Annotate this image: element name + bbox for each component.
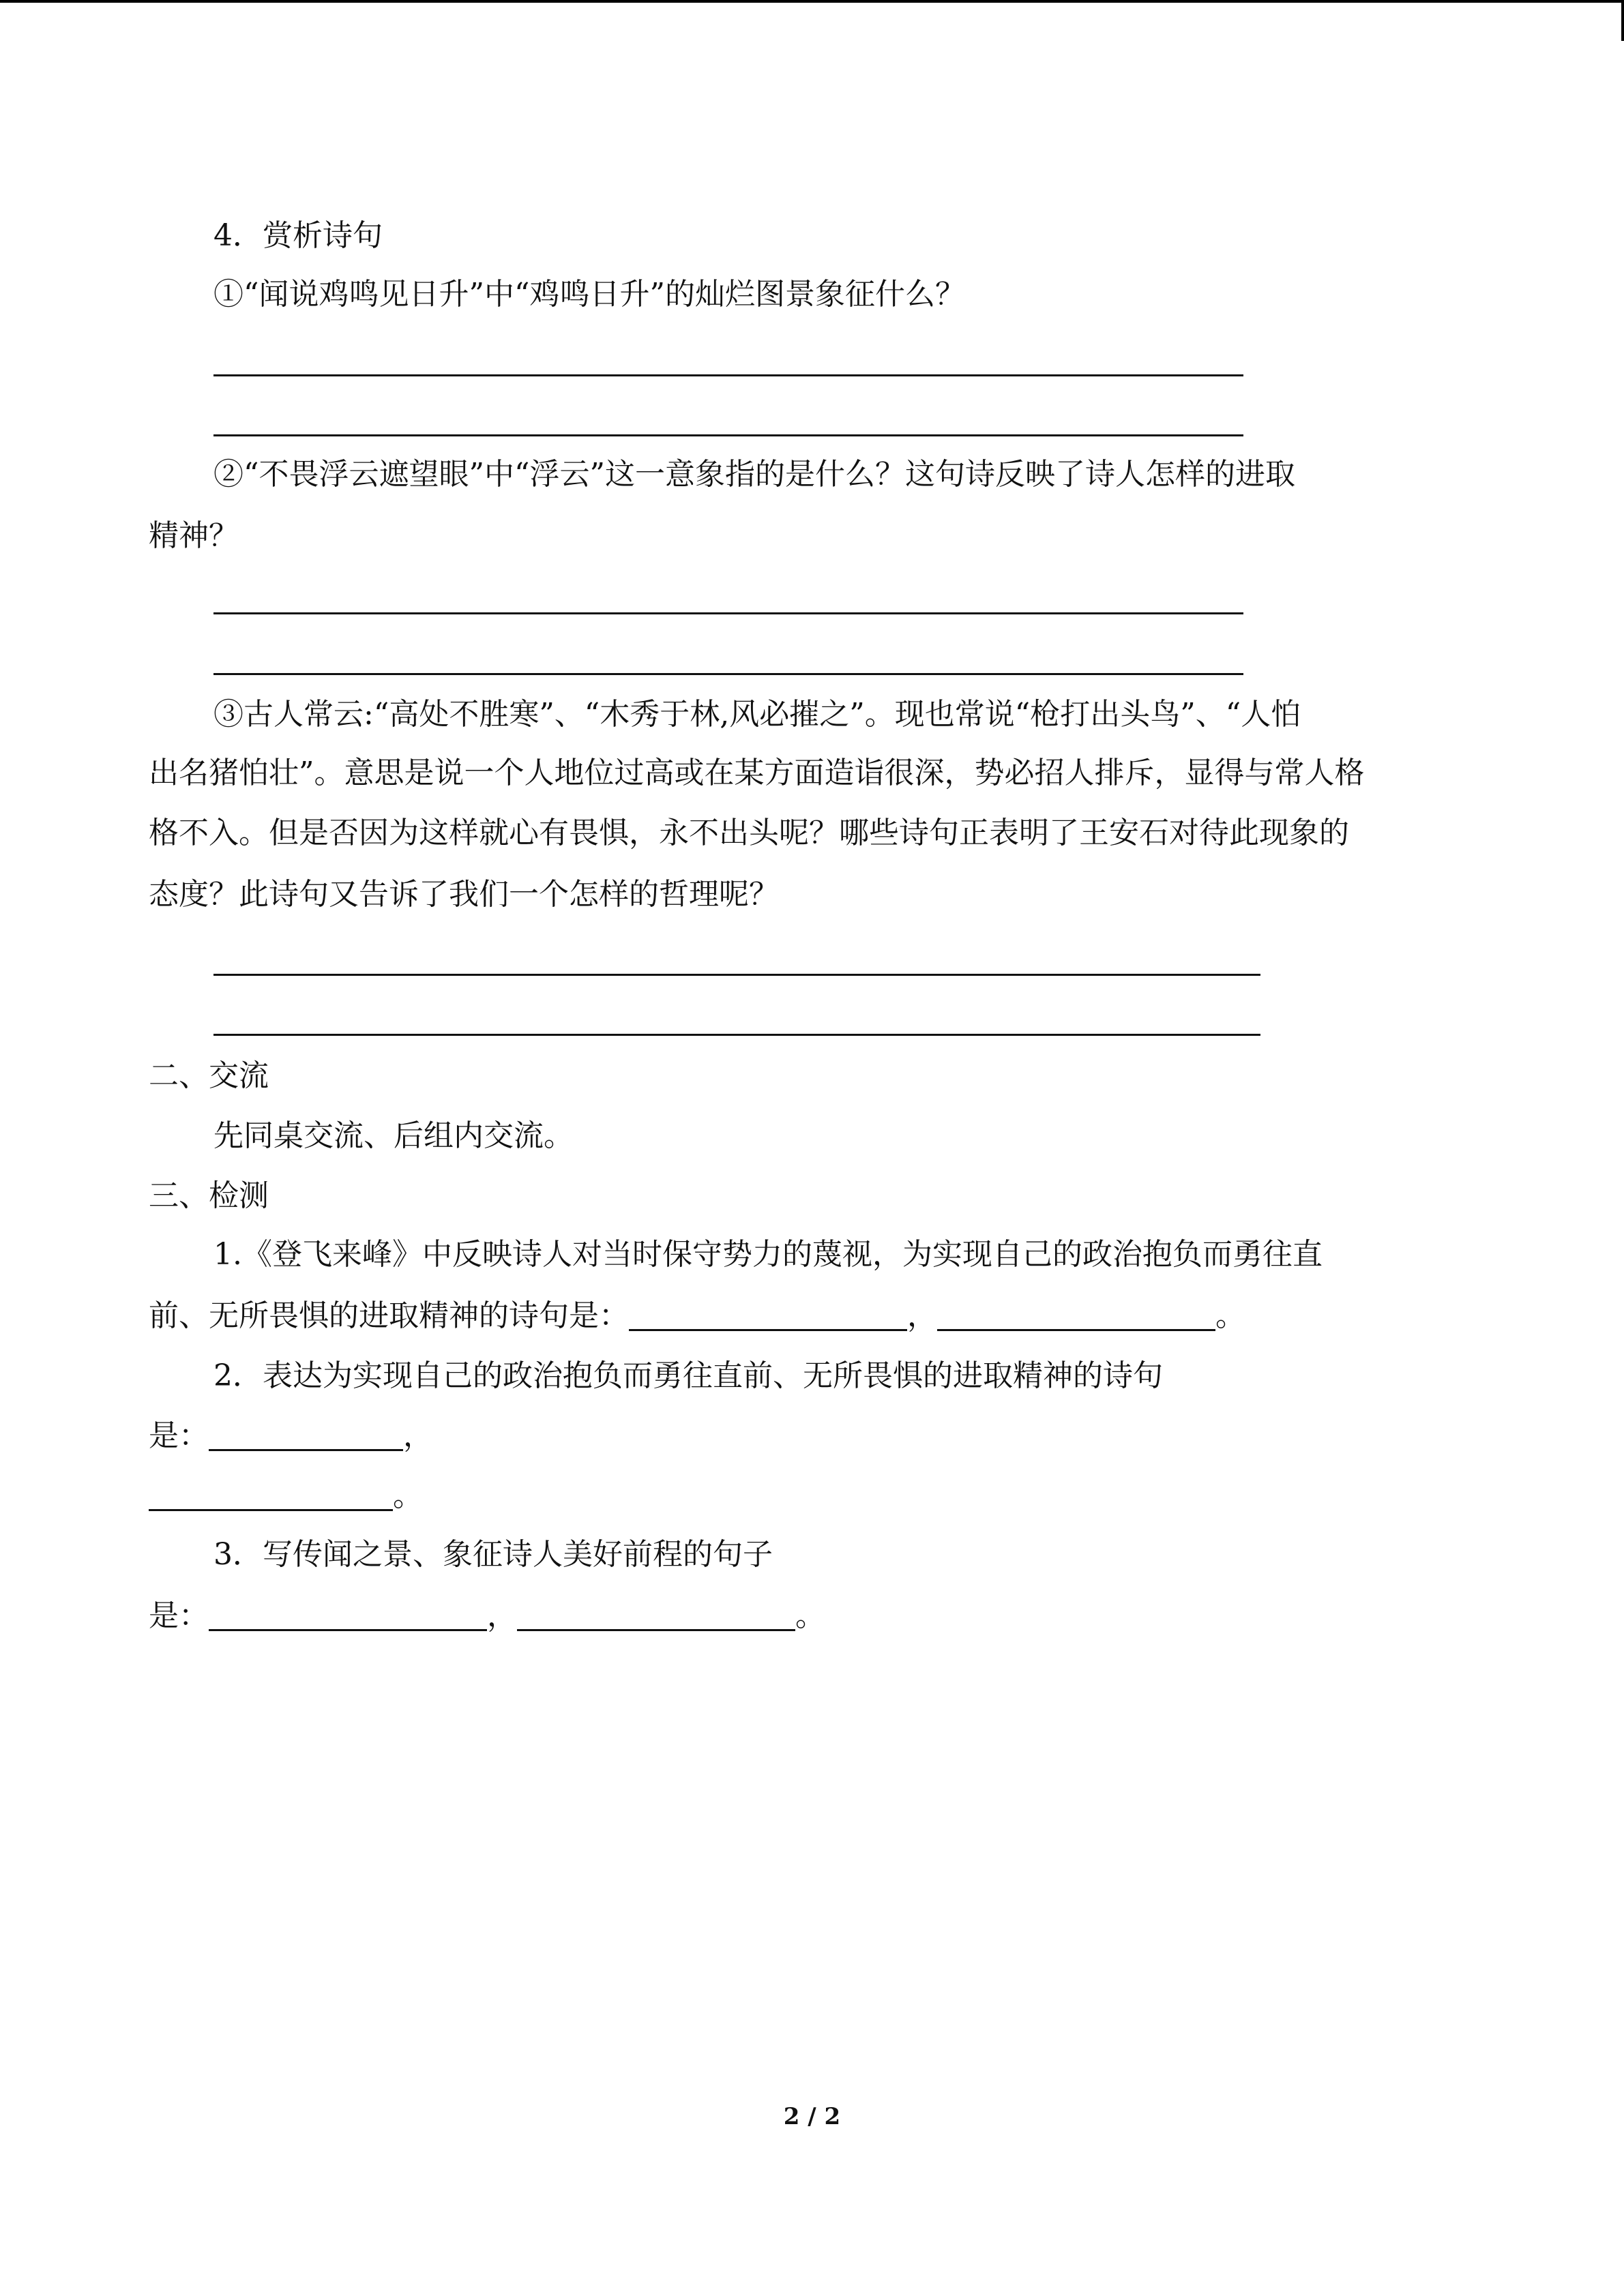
q4-item2-line1: ②“不畏浮云遮望眼”中“浮云”这一意象指的是什么？这句诗反映了诗人怎样的进取 <box>213 457 1295 492</box>
s3-q3-blank-1[interactable] <box>209 1598 487 1631</box>
answer-line-q4-1b[interactable] <box>213 434 1243 436</box>
answer-line-q4-2b[interactable] <box>213 673 1243 675</box>
q4-item3-line2: 出名猪怕壮”。意思是说一个人地位过高或在某方面造诣很深，势必招人排斥，显得与常人格 <box>149 756 1365 790</box>
answer-line-q4-1a[interactable] <box>213 374 1243 376</box>
s3-q1-blank-2[interactable] <box>937 1298 1215 1331</box>
s3-q2-line2 <box>149 1417 433 1455</box>
q4-item3-line4: 态度？此诗句又告诉了我们一个怎样的哲理呢？ <box>149 877 779 912</box>
s3-q3-line2 <box>149 1597 825 1635</box>
answer-line-q4-3a[interactable] <box>213 974 1260 976</box>
s3-q3-blank-2[interactable] <box>517 1598 795 1631</box>
s3-q2-prefix: 是： <box>149 1418 209 1453</box>
section2-heading: 二、交流 <box>149 1058 269 1093</box>
s3-q2-line1: 2．表达为实现自己的政治抱负而勇往直前、无所畏惧的进取精神的诗句 <box>213 1358 1163 1393</box>
q4-item3-line3: 格不入。但是否因为这样就心有畏惧，永不出头呢？哪些诗句正表明了王安石对待此现象的 <box>149 816 1349 850</box>
s3-q1-line1: 1.《登飞来峰》中反映诗人对当时保守势力的蔑视，为实现自己的政治抱负而勇往直 <box>213 1237 1323 1272</box>
page-top-border <box>0 0 1624 3</box>
q4-item3-line1: ③古人常云:“高处不胜寒”、“木秀于林,风必摧之”。现也常说“枪打出头鸟”、“人怕 <box>213 697 1301 732</box>
s3-q3-period: 。 <box>795 1598 825 1633</box>
s3-q3-prefix: 是： <box>149 1598 209 1633</box>
s3-q1-prefix: 前、无所畏惧的进取精神的诗句是： <box>149 1298 629 1333</box>
q4-item1: ①“闻说鸡鸣见日升”中“鸡鸣日升”的灿烂图景象征什么？ <box>213 277 965 312</box>
q4-title: 4．赏析诗句 <box>213 218 383 253</box>
page-right-border <box>1621 0 1624 41</box>
s3-q2-comma: ， <box>403 1418 433 1453</box>
s3-q2-line3 <box>149 1477 423 1515</box>
s3-q1-line2 <box>149 1297 1245 1335</box>
s3-q3-line1: 3．写传闻之景、象征诗人美好前程的句子 <box>213 1537 773 1572</box>
s3-q2-blank-1[interactable] <box>209 1418 403 1451</box>
section3-heading: 三、检测 <box>149 1178 269 1213</box>
s3-q1-blank-1[interactable] <box>629 1298 907 1331</box>
answer-line-q4-3b[interactable] <box>213 1034 1260 1036</box>
s3-q2-blank-2[interactable] <box>149 1478 393 1511</box>
q4-item2-line2: 精神？ <box>149 518 239 553</box>
answer-line-q4-2a[interactable] <box>213 612 1243 614</box>
page-number: 2 / 2 <box>783 2103 841 2130</box>
section2-body: 先同桌交流、后组内交流。 <box>213 1118 574 1153</box>
s3-q3-comma: ， <box>487 1598 517 1633</box>
s3-q1-period: 。 <box>1215 1298 1245 1333</box>
s3-q2-period: 。 <box>393 1478 423 1513</box>
s3-q1-comma: ， <box>907 1298 937 1333</box>
